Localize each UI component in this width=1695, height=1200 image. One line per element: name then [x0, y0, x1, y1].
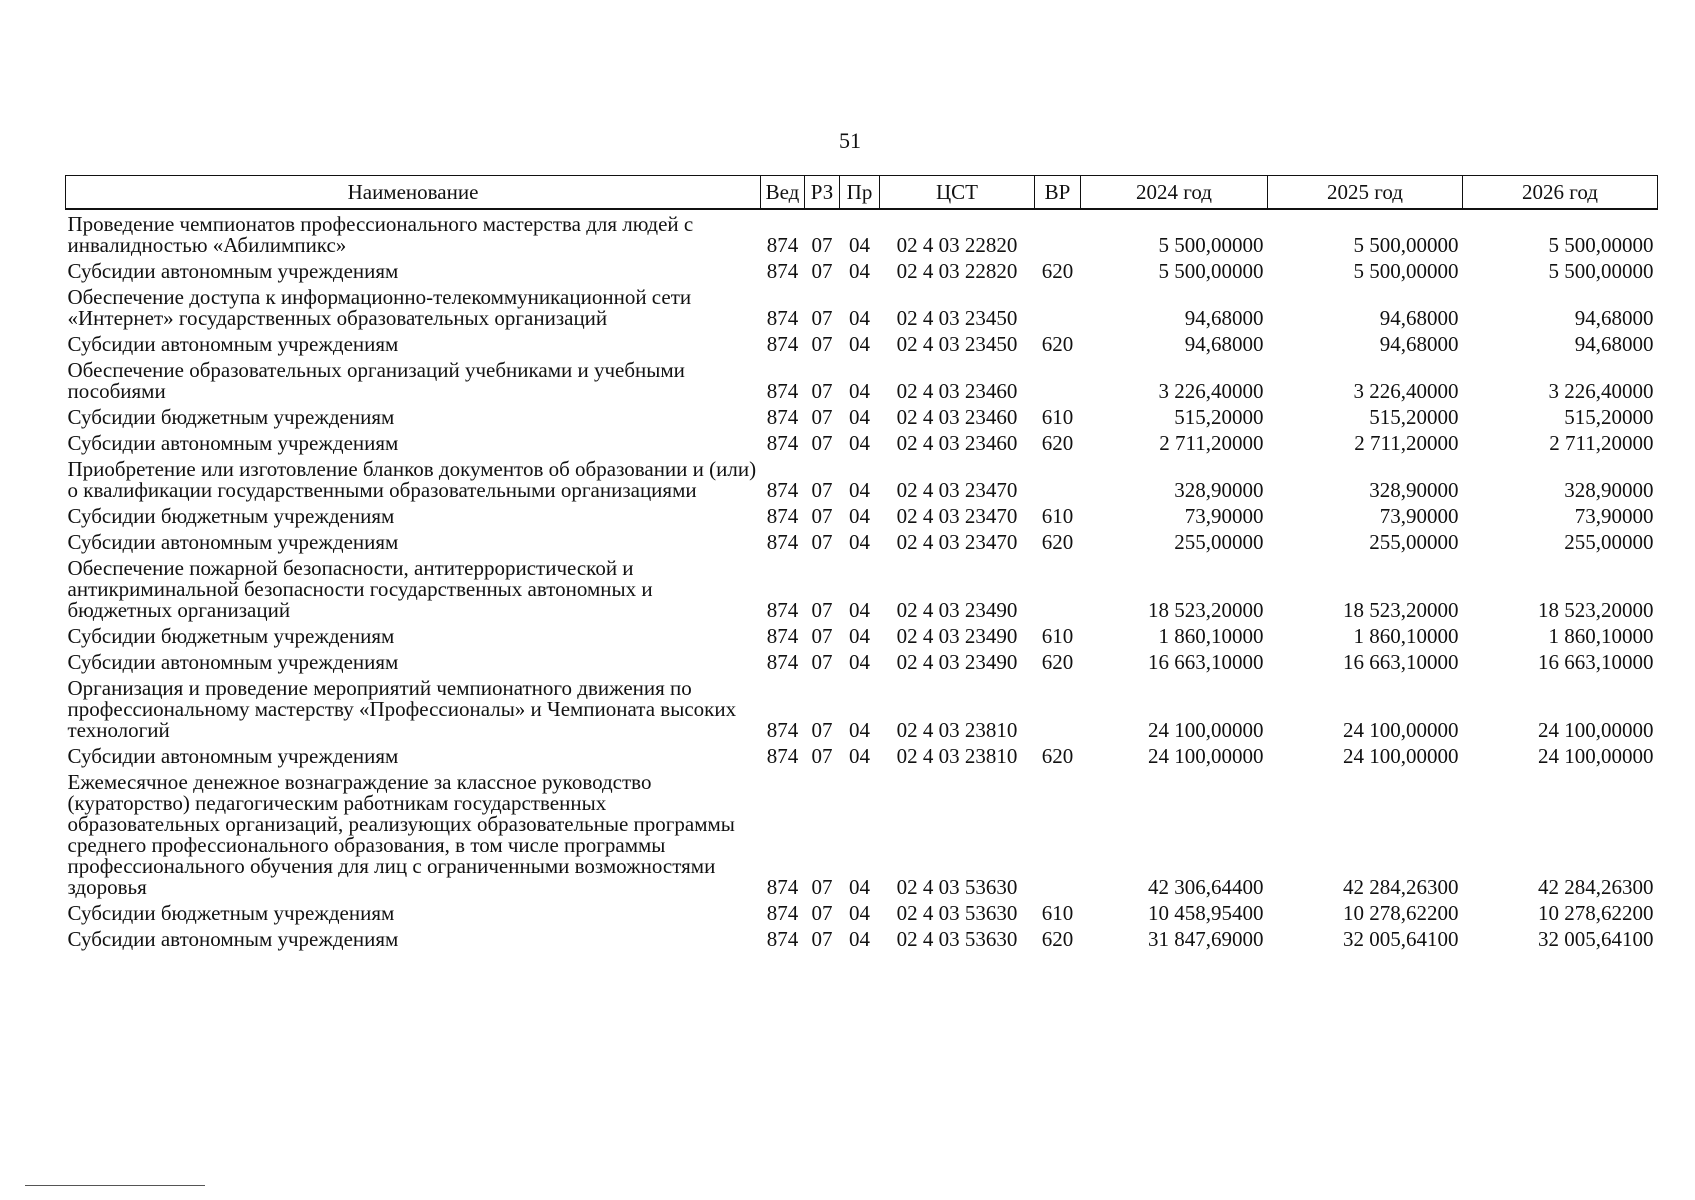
- row-name: Субсидии автономным учреждениям: [67, 332, 399, 356]
- row-pr: 04: [849, 901, 870, 925]
- row-rz: 07: [811, 927, 833, 951]
- row-cst: 02 4 03 22820: [896, 259, 1018, 283]
- row-rz: 07: [811, 478, 833, 502]
- row-vr: 610: [1041, 624, 1074, 648]
- row-name: Проведение чемпионатов профессионального мастерства для людей с инвалидностью «Абилимпикс»: [67, 212, 694, 257]
- row-ved: 874: [766, 744, 799, 768]
- row-rz: 07: [811, 233, 833, 257]
- row-ved: 874: [766, 233, 799, 257]
- row-name: Субсидии автономным учреждениям: [67, 431, 399, 455]
- row-rz: 07: [811, 306, 833, 330]
- row-vr: [1035, 554, 1081, 622]
- footer-divider: [25, 1185, 205, 1186]
- header-vr: ВР: [1035, 176, 1081, 210]
- row-vr: [1035, 283, 1081, 330]
- table-row: [66, 283, 1658, 330]
- row-rz: 07: [811, 405, 833, 429]
- row-pr: 04: [849, 332, 870, 356]
- row-2025-amount: 32 005,64100: [1343, 927, 1459, 951]
- row-name: Субсидии бюджетным учреждениям: [67, 504, 395, 528]
- row-cst: 02 4 03 23490: [896, 598, 1018, 622]
- header-pr: Пр: [840, 176, 880, 210]
- row-pr: 04: [849, 650, 870, 674]
- row-2026-amount: 16 663,10000: [1538, 650, 1654, 674]
- table-row: [66, 429, 1658, 455]
- row-2024-amount: 2 711,20000: [1159, 431, 1264, 455]
- row-ved: 874: [766, 598, 799, 622]
- table-row: [66, 209, 1658, 257]
- table-row: [66, 257, 1658, 283]
- row-vr: [1035, 356, 1081, 403]
- row-2025-amount: 10 278,62200: [1343, 901, 1459, 925]
- row-2026-amount: 73,90000: [1574, 504, 1654, 528]
- row-2024-amount: 24 100,00000: [1148, 744, 1264, 768]
- table-row: [66, 330, 1658, 356]
- row-cst: 02 4 03 23470: [896, 530, 1018, 554]
- row-rz: 07: [811, 431, 833, 455]
- row-2024-amount: 18 523,20000: [1148, 598, 1264, 622]
- row-pr: 04: [849, 927, 870, 951]
- row-pr: 04: [849, 744, 870, 768]
- row-name: Субсидии бюджетным учреждениям: [67, 405, 395, 429]
- row-cst: 02 4 03 53630: [896, 901, 1018, 925]
- row-pr: 04: [849, 431, 870, 455]
- row-rz: 07: [811, 718, 833, 742]
- row-2024-amount: 16 663,10000: [1148, 650, 1264, 674]
- row-2026-amount: 94,68000: [1574, 332, 1654, 356]
- row-2025-amount: 515,20000: [1369, 405, 1459, 429]
- table-row: [66, 648, 1658, 674]
- row-cst: 02 4 03 23470: [896, 478, 1018, 502]
- header-rz: РЗ: [805, 176, 840, 210]
- row-2026-amount: 32 005,64100: [1538, 927, 1654, 951]
- row-2025-amount: 2 711,20000: [1354, 431, 1459, 455]
- row-2026-amount: 18 523,20000: [1538, 598, 1654, 622]
- row-cst: 02 4 03 23810: [896, 718, 1018, 742]
- row-cst: 02 4 03 23460: [896, 379, 1018, 403]
- row-vr: [1035, 455, 1081, 502]
- row-2025-amount: 18 523,20000: [1343, 598, 1459, 622]
- row-2025-amount: 5 500,00000: [1353, 233, 1459, 257]
- row-vr: 620: [1041, 259, 1074, 283]
- row-ved: 874: [766, 478, 799, 502]
- row-2025-amount: 3 226,40000: [1353, 379, 1459, 403]
- row-2026-amount: 10 278,62200: [1538, 901, 1654, 925]
- row-cst: 02 4 03 23470: [896, 504, 1018, 528]
- row-vr: 620: [1041, 332, 1074, 356]
- row-2026-amount: 328,90000: [1564, 478, 1654, 502]
- row-2026-amount: 94,68000: [1574, 306, 1654, 330]
- row-cst: 02 4 03 23450: [896, 306, 1018, 330]
- row-pr: 04: [849, 598, 870, 622]
- table-header-row: [66, 176, 1658, 210]
- row-pr: 04: [849, 478, 870, 502]
- row-rz: 07: [811, 259, 833, 283]
- budget-table: [65, 175, 1658, 951]
- table-row: [66, 528, 1658, 554]
- row-rz: 07: [811, 598, 833, 622]
- row-cst: 02 4 03 23490: [896, 650, 1018, 674]
- row-vr: [1035, 674, 1081, 742]
- row-vr: 620: [1041, 927, 1074, 951]
- row-ved: 874: [766, 504, 799, 528]
- row-rz: 07: [811, 901, 833, 925]
- row-rz: 07: [811, 650, 833, 674]
- row-2024-amount: 5 500,00000: [1158, 233, 1264, 257]
- table-row: [66, 403, 1658, 429]
- row-cst: 02 4 03 23460: [896, 405, 1018, 429]
- header-cst: ЦСТ: [880, 176, 1035, 210]
- table-row: [66, 356, 1658, 403]
- row-2026-amount: 1 860,10000: [1548, 624, 1654, 648]
- row-ved: 874: [766, 405, 799, 429]
- row-2026-amount: 2 711,20000: [1549, 431, 1654, 455]
- table-row: [66, 554, 1658, 622]
- row-name: Субсидии автономным учреждениям: [67, 927, 399, 951]
- row-2026-amount: 3 226,40000: [1548, 379, 1654, 403]
- row-2024-amount: 73,90000: [1184, 504, 1264, 528]
- table-row: [66, 925, 1658, 951]
- row-2024-amount: 42 306,64400: [1148, 875, 1264, 899]
- row-2026-amount: 24 100,00000: [1538, 718, 1654, 742]
- row-name: Субсидии бюджетным учреждениям: [67, 624, 395, 648]
- row-2025-amount: 328,90000: [1369, 478, 1459, 502]
- row-2026-amount: 24 100,00000: [1538, 744, 1654, 768]
- row-ved: 874: [766, 332, 799, 356]
- row-vr: 620: [1041, 744, 1074, 768]
- row-ved: 874: [766, 306, 799, 330]
- header-2026: 2026 год: [1463, 176, 1658, 210]
- row-vr: [1035, 768, 1081, 899]
- row-cst: 02 4 03 23450: [896, 332, 1018, 356]
- row-name: Организация и проведение мероприятий чемпионатного движения по профессиональному мастерству «Профессионалы» и Чемпионата высоких технологий: [67, 676, 737, 742]
- row-vr: 610: [1041, 901, 1074, 925]
- table-row: [66, 768, 1658, 899]
- row-2025-amount: 5 500,00000: [1353, 259, 1459, 283]
- row-2025-amount: 73,90000: [1379, 504, 1459, 528]
- row-name: Субсидии автономным учреждениям: [67, 650, 399, 674]
- row-ved: 874: [766, 927, 799, 951]
- row-ved: 874: [766, 718, 799, 742]
- row-cst: 02 4 03 22820: [896, 233, 1018, 257]
- row-rz: 07: [811, 504, 833, 528]
- row-ved: 874: [766, 530, 799, 554]
- row-rz: 07: [811, 379, 833, 403]
- row-name: Субсидии автономным учреждениям: [67, 259, 399, 283]
- row-rz: 07: [811, 624, 833, 648]
- table-row: [66, 742, 1658, 768]
- row-2024-amount: 94,68000: [1184, 332, 1264, 356]
- row-pr: 04: [849, 306, 870, 330]
- row-cst: 02 4 03 23810: [896, 744, 1018, 768]
- row-ved: 874: [766, 379, 799, 403]
- row-vr: 620: [1041, 530, 1074, 554]
- row-2025-amount: 16 663,10000: [1343, 650, 1459, 674]
- row-2024-amount: 3 226,40000: [1158, 379, 1264, 403]
- header-name: Наименование: [66, 176, 761, 210]
- row-2026-amount: 515,20000: [1564, 405, 1654, 429]
- row-rz: 07: [811, 744, 833, 768]
- table-row: [66, 622, 1658, 648]
- row-vr: [1035, 209, 1081, 257]
- row-pr: 04: [849, 405, 870, 429]
- row-2024-amount: 255,00000: [1174, 530, 1264, 554]
- row-2024-amount: 1 860,10000: [1158, 624, 1264, 648]
- row-2025-amount: 94,68000: [1379, 332, 1459, 356]
- row-pr: 04: [849, 624, 870, 648]
- row-2024-amount: 94,68000: [1184, 306, 1264, 330]
- header-2025: 2025 год: [1268, 176, 1463, 210]
- row-pr: 04: [849, 530, 870, 554]
- row-cst: 02 4 03 53630: [896, 875, 1018, 899]
- row-cst: 02 4 03 23490: [896, 624, 1018, 648]
- row-ved: 874: [766, 901, 799, 925]
- row-rz: 07: [811, 530, 833, 554]
- row-pr: 04: [849, 504, 870, 528]
- row-2024-amount: 515,20000: [1174, 405, 1264, 429]
- row-pr: 04: [849, 718, 870, 742]
- row-2025-amount: 24 100,00000: [1343, 744, 1459, 768]
- row-name: Обеспечение образовательных организаций учебниками и учебными пособиями: [67, 358, 685, 403]
- row-2025-amount: 94,68000: [1379, 306, 1459, 330]
- row-2025-amount: 24 100,00000: [1343, 718, 1459, 742]
- table-row: [66, 674, 1658, 742]
- row-ved: 874: [766, 650, 799, 674]
- row-rz: 07: [811, 875, 833, 899]
- row-2026-amount: 5 500,00000: [1548, 259, 1654, 283]
- row-2025-amount: 255,00000: [1369, 530, 1459, 554]
- row-vr: 620: [1041, 431, 1074, 455]
- header-ved: Вед: [761, 176, 805, 210]
- row-pr: 04: [849, 379, 870, 403]
- row-vr: 620: [1041, 650, 1074, 674]
- row-pr: 04: [849, 233, 870, 257]
- row-2025-amount: 42 284,26300: [1343, 875, 1459, 899]
- row-ved: 874: [766, 624, 799, 648]
- header-2024: 2024 год: [1081, 176, 1268, 210]
- row-2025-amount: 1 860,10000: [1353, 624, 1459, 648]
- row-name: Субсидии автономным учреждениям: [67, 744, 399, 768]
- row-pr: 04: [849, 875, 870, 899]
- row-name: Обеспечение доступа к информационно-телекоммуникационной сети «Интернет» государственных образовательных организаций: [67, 285, 692, 330]
- row-cst: 02 4 03 23460: [896, 431, 1018, 455]
- row-cst: 02 4 03 53630: [896, 927, 1018, 951]
- row-2024-amount: 31 847,69000: [1148, 927, 1264, 951]
- row-rz: 07: [811, 332, 833, 356]
- row-ved: 874: [766, 431, 799, 455]
- row-2024-amount: 328,90000: [1174, 478, 1264, 502]
- row-name: Ежемесячное денежное вознаграждение за классное руководство (кураторство) педагогическим работникам государственных образовательных организаций, реализующих образовательные программы среднего профессионального образования, в том числе программы профессионального обучения для лиц с ограниченными возможностями здоровья: [67, 770, 735, 899]
- row-pr: 04: [849, 259, 870, 283]
- row-name: Субсидии автономным учреждениям: [67, 530, 399, 554]
- row-2024-amount: 10 458,95400: [1148, 901, 1264, 925]
- page-number: 51: [839, 128, 861, 153]
- row-2026-amount: 42 284,26300: [1538, 875, 1654, 899]
- table-body: [66, 209, 1658, 951]
- row-name: Приобретение или изготовление бланков документов об образовании и (или) о квалификации государственными образовательными организациями: [67, 457, 757, 502]
- row-2026-amount: 5 500,00000: [1548, 233, 1654, 257]
- row-name: Субсидии бюджетным учреждениям: [67, 901, 395, 925]
- row-2024-amount: 5 500,00000: [1158, 259, 1264, 283]
- table-row: [66, 502, 1658, 528]
- table-row: [66, 899, 1658, 925]
- row-vr: 610: [1041, 405, 1074, 429]
- table-row: [66, 455, 1658, 502]
- row-ved: 874: [766, 259, 799, 283]
- row-vr: 610: [1041, 504, 1074, 528]
- row-name: Обеспечение пожарной безопасности, антитеррористической и антикриминальной безопасности государственных автономных и бюджетных организаций: [67, 556, 653, 622]
- row-ved: 874: [766, 875, 799, 899]
- row-2026-amount: 255,00000: [1564, 530, 1654, 554]
- row-2024-amount: 24 100,00000: [1148, 718, 1264, 742]
